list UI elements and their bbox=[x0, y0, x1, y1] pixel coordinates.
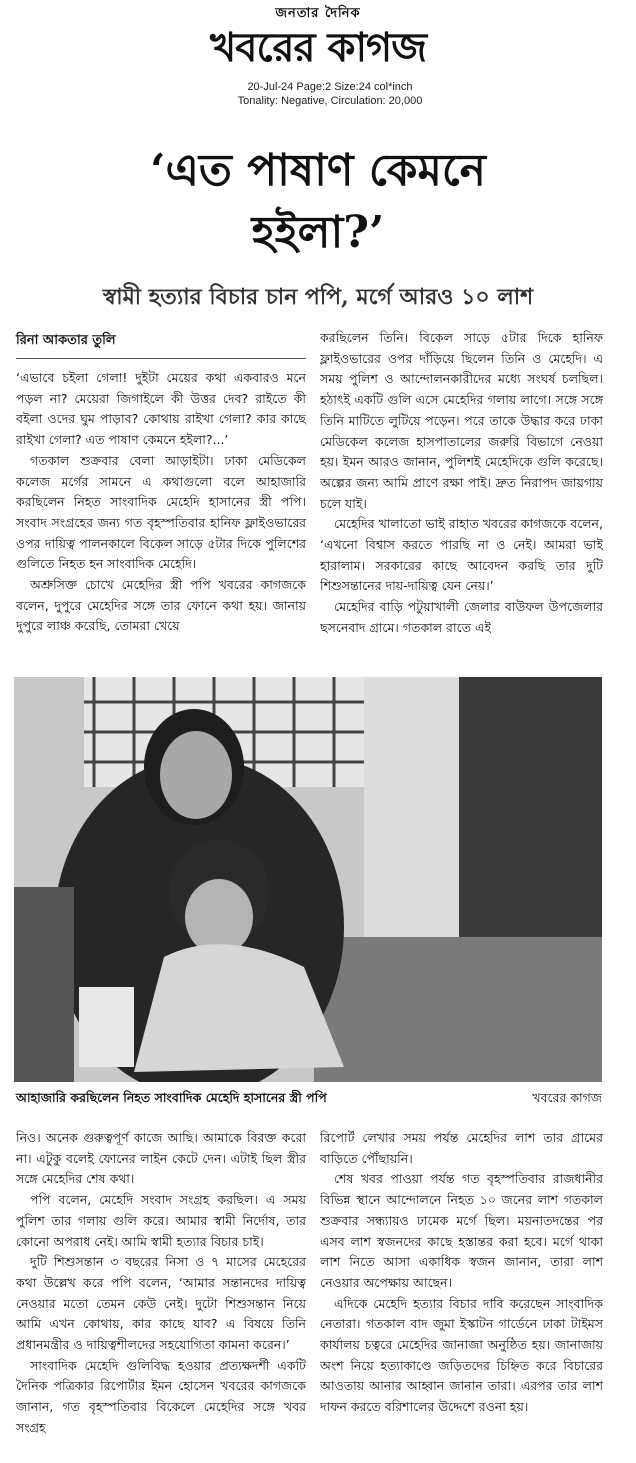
masthead bbox=[0, 4, 636, 71]
clipping-meta-line-2: Tonality: Negative, Circulation: 20,000 bbox=[237, 95, 423, 107]
paragraph: করছিলেন তিনি। বিকেল সাড়ে ৫টার দিকে হানিফ ফ্লাইওভারের ওপর দাঁড়িয়ে ছিলেন তিনি ও মেহেদি। এ সময় পুলিশ ও আন্দোলনকারীদের মধ্যে সংঘর্ষ চলছিল। হঠাৎই একটি গুলি এসে মেহেদির গলায় লাগে। সঙ্গে সঙ্গে তিনি মাটিতে লুটিয়ে পড়েন। পরে তাকে উদ্ধার করে ঢাকা মেডিকেল কলেজ হাসপাতালের জরুরি বিভাগে নেওয়া হয়। ইমন আরও জানান, পুলিশই মেহেদিকে গুলি করেছে। অল্পের জন্য আমি প্রাণে রক্ষা পাই। দ্রুত নিরাপদ জায়গায় চলে যাই। bbox=[320, 330, 603, 511]
paragraph: রিপোর্ট লেখার সময় পর্যন্ত মেহেদির লাশ তার গ্রামের বাড়িতে পৌঁছায়নি। bbox=[320, 1130, 603, 1166]
article-column-3 bbox=[16, 1128, 306, 1439]
paragraph: ‘এভাবে চইলা গেলা! দুইটা মেয়ের কথা একবারও মনে পড়ল না? মেয়েরা জিগাইলে কী উত্তর দেব? রাইতে কী বইলা ওদের ঘুম পাড়াব? কোথায় রাইখা গেলা? কার কাছে রাইখা গেলা? এত পাষাণ কেমনে হইলা?...’ bbox=[16, 370, 306, 448]
photo-illustration bbox=[14, 677, 602, 1082]
byline: রিনা আকতার তুলি bbox=[16, 331, 306, 359]
clipping-meta-line-1: 20-Jul-24 Page:2 Size:24 col*inch bbox=[247, 81, 413, 93]
paragraph: গতকাল শুক্রবার বেলা আড়াইটা। ঢাকা মেডিকেল কলেজ মর্গের সামনে এ কথাগুলো বলে আহাজারি করছিলেন নিহত সাংবাদিক মেহেদি হাসানের স্ত্রী পপি। সংবাদ সংগ্রহের জন্য গত বৃহস্পতিবার হানিফ ফ্লাইওভারের ওপর দায়িত্ব পালনকালে বিকেল সাড়ে ৫টার দিকে পুলিশের গুলিতে নিহত হন সাংবাদিক মেহেদি। bbox=[16, 452, 306, 572]
paragraph: মেহেদির বাড়ি পটুয়াখালী জেলার বাউফল উপজেলার ছসনেবাদ গ্রামে। গতকাল রাতে এই bbox=[320, 599, 603, 635]
caption-text: আহাজারি করছিলেন নিহত সাংবাদিক মেহেদি হাসানের স্ত্রী পপি bbox=[16, 1090, 327, 1105]
headline bbox=[20, 140, 616, 264]
paragraph: মেহেদির খালাতো ভাই রাহাত খবরের কাগজকে বলেন, ‘এখনো বিশ্বাস করতে পারছি না ও নেই। আমরা ভাই হারালাম। সরকারের কাছে আবেদন করছি তার দুটি শিশুসন্তানের দায়-দায়িত্ব যেন নেয়।’ bbox=[320, 516, 603, 594]
subheadline: স্বামী হত্যার বিচার চান পপি, মর্গে আরও ১০ লাশ bbox=[102, 284, 534, 310]
article-column-4 bbox=[320, 1128, 603, 1418]
paragraph: নিও। অনেক গুরুত্বপূর্ণ কাজে আছি। আমাকে বিরক্ত করো না। এটুকু বলেই ফোনের লাইন কেটে দেন। এটাই ছিল স্ত্রীর সঙ্গে মেহেদির শেষ কথা। bbox=[16, 1130, 306, 1187]
article-column-2 bbox=[320, 328, 603, 639]
paragraph: দুটি শিশুসন্তান ৩ বছরের নিসা ও ৭ মাসের মেহেরের কথা উল্লেখ করে পপি বলেন, ‘আমার সন্তানদের দায়িত্ব নেওয়ার মতো তেমন কেউ নেই। দুটো শিশুসন্তান নিয়ে আমি এখন কোথায়, কার কাছে যাব? এ বিষয়ে তিনি প্রধানমন্ত্রীর ও দায়িত্বশীলদের সহযোগিতা কামনা করেন।’ bbox=[16, 1254, 306, 1353]
paragraph: পপি বলেন, মেহেদি সংবাদ সংগ্রহ করছিল। এ সময় পুলিশ তার গলায় গুলি করে। আমার স্বামী নির্দোষ, তার কোনো অপরাধ নেই। আমি স্বামী হত্যার বিচার চাই। bbox=[16, 1192, 306, 1249]
photo-credit: খবরের কাগজ bbox=[532, 1090, 602, 1105]
news-photo bbox=[14, 677, 602, 1082]
paragraph: শেষ খবর পাওয়া পর্যন্ত গত বৃহস্পতিবার রাজধানীর বিভিন্ন স্থানে আন্দোলনে নিহত ১০ জনের লাশ গতকাল শুক্রবার সন্ধ্যায়ও ঢামেক মর্গে ছিল। ময়নাতদন্তের পর এসব লাশ স্বজনদের কাছে হস্তান্তর করা হবে। মর্গে থাকা লাশ নিতে আসা একাধিক স্বজন জানান, তারা লাশ নেওয়ার অপেক্ষায় আছেন। bbox=[320, 1171, 603, 1290]
paragraph: সাংবাদিক মেহেদি গুলিবিদ্ধ হওয়ার প্রত্যক্ষদর্শী একটি দৈনিক পত্রিকার রিপোর্টার ইমন হোসেন খবরের কাগজকে জানান, গত বৃহস্পতিবার বিকেলে মেহেদির সঙ্গে খবর সংগ্রহ bbox=[16, 1357, 306, 1435]
article-column-1 bbox=[16, 368, 306, 637]
headline-line-1: ‘এত পাষাণ কেমনে bbox=[150, 145, 486, 196]
clipping-meta bbox=[200, 80, 460, 108]
paragraph: অশ্রুসিক্ত চোখে মেহেদির স্ত্রী পপি খবরের কাগজকে বলেন, দুপুরে মেহেদির সঙ্গে তার ফোনে কথা হয়। জানায় দুপুরে লাঞ্চ করেছি, তোমরা খেয়ে bbox=[16, 577, 306, 634]
masthead-tagline: জনতার দৈনিক bbox=[275, 6, 361, 21]
photo-caption bbox=[16, 1090, 602, 1110]
headline-line-2: হইলা?’ bbox=[251, 207, 385, 258]
paragraph: এদিকে মেহেদি হত্যার বিচার দাবি করেছেন সাংবাদিক নেতারা। গতকাল বাদ জুমা ইস্কাটন গার্ডেনে ঢাকা টাইমস কার্যালয় চত্বরে মেহেদির জানাজা অনুষ্ঠিত হয়। জানাজায় অংশ নিয়ে হত্যাকাণ্ডে জড়িতদের চিহ্নিত করে বিচারের আওতায় আনার আহ্বান জানান তারা। এরপর তার লাশ দাফন করতে বরিশালের উদ্দেশে রওনা হয়। bbox=[320, 1295, 603, 1415]
newspaper-name: খবরের কাগজ bbox=[209, 24, 427, 71]
